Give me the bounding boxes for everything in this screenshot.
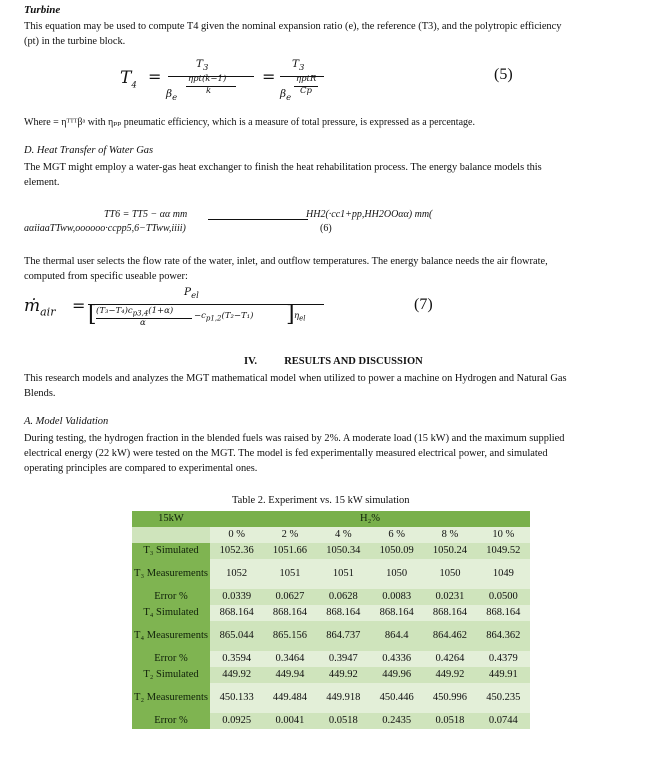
eq5-den2-exp: ηptR: [296, 74, 317, 84]
validation-heading: A. Model Validation: [24, 416, 109, 427]
table-cell: 0.4264: [423, 651, 476, 667]
flow-para-line2: computed from specific useable power:: [24, 271, 188, 282]
table-row-label: T₃ Simulated: [132, 543, 210, 559]
table-cell: 1050.34: [317, 543, 370, 559]
table-cell: 1050.24: [423, 543, 476, 559]
eq7-den-inner: $(T_3-T_4)c_{p3,4}(1+\alpha)$: [96, 306, 174, 318]
table-row: [132, 713, 530, 729]
table-row: [132, 605, 530, 621]
table-cell: 449.96: [370, 667, 423, 683]
eq5-den1-exp-den: k: [206, 86, 212, 96]
turbine-para-line1: This equation may be used to compute T4 given the nominal expansion ratio (e), the reference (T3), and the polytropic efficiency: [24, 21, 562, 32]
eq6-left-2: aαiiaaTTww,oooooo·ccpp5,6−TTww,iiii): [24, 223, 186, 234]
table-cell: 0.0925: [210, 713, 263, 729]
table-cell: 449.918: [317, 683, 370, 713]
table-cell: 1049: [477, 559, 530, 589]
results-heading: [244, 356, 423, 367]
table-caption: Table 2. Experiment vs. 15 kW simulation: [232, 495, 410, 506]
table-cell: 868.164: [370, 605, 423, 621]
table-cell: 0.4336: [370, 651, 423, 667]
table-cell: 865.044: [210, 621, 263, 651]
table-group-header: H₂%: [210, 511, 530, 527]
turbine-para-line2: (pt) in the turbine block.: [24, 36, 126, 47]
table-cell: 0.3464: [263, 651, 316, 667]
table-cell: 1050: [370, 559, 423, 589]
validation-paragraph: [24, 431, 644, 476]
eq5-den1-base: $\beta_e$: [166, 88, 178, 104]
validation-para-line1: During testing, the hydrogen fraction in the blended fuels was raised by 2%. A moderate load (15 kW) and the maximum supplied: [24, 433, 565, 444]
table-cell: 0.0500: [477, 589, 530, 605]
table-cell: 868.164: [263, 605, 316, 621]
equation-5: $T_4$ = $T_3$ ηpt(k−1) k $\beta_e$ = $T_3$ ηptR Cp $\beta_e$: [120, 62, 440, 110]
flow-paragraph: [24, 254, 644, 284]
turbine-heading: Turbine: [24, 4, 61, 16]
table-cell: 0.3594: [210, 651, 263, 667]
table-row-label: T₃ Measurements: [132, 559, 210, 589]
eq5-den1-exp: ηpt(k−1): [188, 74, 227, 84]
results-heading-num: IV.: [244, 356, 257, 367]
table-cell: 0.2435: [370, 713, 423, 729]
heat-heading: D. Heat Transfer of Water Gas: [24, 145, 154, 156]
table-cell: 0.4379: [477, 651, 530, 667]
table-cell: 0.0518: [317, 713, 370, 729]
heat-para-line1: The MGT might employ a water-gas heat exchanger to finish the heat rehabilitation process. The energy balance models this: [24, 162, 542, 173]
table-cell: 0.0627: [263, 589, 316, 605]
eq7-num: $P_{el}$: [184, 286, 199, 302]
table-cell: 0.0041: [263, 713, 316, 729]
table-cell: 450.133: [210, 683, 263, 713]
table-cell: 864.462: [423, 621, 476, 651]
table-cell: 0.0231: [423, 589, 476, 605]
table-column-header: 0 %: [210, 527, 263, 543]
eq7-den-mid: $-c_{p1,2}(T_2-T_1)$: [194, 311, 254, 323]
eq7-den-eta: $\eta_{el}$: [294, 311, 306, 323]
table-row-label: T₂ Simulated: [132, 667, 210, 683]
where-line: Where = ηᵀᵀᵀβᵃ with ηₚₚ pneumatic efficiency, which is a measure of total pressure, is expressed as a percentage.: [24, 117, 475, 128]
table-row: [132, 667, 530, 683]
table-row-label: Error %: [132, 589, 210, 605]
table-cell: 450.446: [370, 683, 423, 713]
table-row-label: Error %: [132, 713, 210, 729]
table-cell: 1050.09: [370, 543, 423, 559]
equation-7: ṁ$_{air}$ = $P_{el}$ [ $(T_3-T_4)c_{p3,4}(1+\alpha)$ α $-c_{p1,2}(T_2-T_1)$ ] $\eta_{el}$: [24, 286, 324, 334]
table-cell: 0.0628: [317, 589, 370, 605]
table-cell: 449.92: [210, 667, 263, 683]
table-cell: 1050: [423, 559, 476, 589]
table-column-header: 8 %: [423, 527, 476, 543]
table-row: [132, 543, 530, 559]
turbine-paragraph: [24, 19, 644, 49]
table-row-label: T₄ Measurements: [132, 621, 210, 651]
table-cell: 0.0744: [477, 713, 530, 729]
eq6-right-1: HH2(·cc1+pp,HH2OOαα) mm(: [306, 209, 433, 220]
heat-paragraph: [24, 160, 644, 190]
table-cell: 868.164: [423, 605, 476, 621]
table-column-row: [132, 527, 530, 543]
table-cell: 449.484: [263, 683, 316, 713]
table-cell: 1052: [210, 559, 263, 589]
eq5-num1: $T_3$: [196, 58, 209, 74]
results-para-line1: This research models and analyzes the MGT mathematical model when utilized to power a machine on Hydrogen and Natural Gas: [24, 373, 567, 384]
eq6-bar: [208, 219, 308, 220]
table-row-label: Error %: [132, 651, 210, 667]
table-cell: 449.91: [477, 667, 530, 683]
results-heading-text: RESULTS AND DISCUSSION: [284, 356, 423, 367]
eq7-lhs: ṁ$_{air}$: [24, 296, 56, 319]
table-cell: 0.0518: [423, 713, 476, 729]
table-column-header: 2 %: [263, 527, 316, 543]
table-column-header: 4 %: [317, 527, 370, 543]
results-table: [132, 511, 530, 729]
results-paragraph: [24, 371, 644, 401]
table-corner: 15kW: [132, 511, 210, 527]
table-cell: 1051: [317, 559, 370, 589]
table-row-label: T₄ Simulated: [132, 605, 210, 621]
table-row: [132, 651, 530, 667]
table-cell: 0.3947: [317, 651, 370, 667]
eq5-den2-base: $\beta_e$: [280, 88, 292, 104]
eq5-num2: $T_3$: [292, 58, 305, 74]
table-cell: 868.164: [477, 605, 530, 621]
eq7-den-alpha: α: [140, 318, 146, 328]
table-row: [132, 621, 530, 651]
table-cell: 450.235: [477, 683, 530, 713]
results-para-line2: Blends.: [24, 388, 56, 399]
table-cell: 865.156: [263, 621, 316, 651]
table-cell: 449.94: [263, 667, 316, 683]
table-cell: 864.4: [370, 621, 423, 651]
table-column-header: 10 %: [477, 527, 530, 543]
validation-para-line2: electrical energy (22 kW) were tested on the MGT. The model is fed experimentally measured electrical power, and simulated: [24, 448, 548, 459]
eq5-den2-exp-den: Cp: [300, 86, 312, 96]
table-cell: 864.362: [477, 621, 530, 651]
table-cell: 449.92: [423, 667, 476, 683]
table-cell: 1049.52: [477, 543, 530, 559]
table-cell: 0.0083: [370, 589, 423, 605]
eq6-number: (6): [320, 223, 332, 234]
flow-para-line1: The thermal user selects the flow rate of the water, inlet, and outflow temperatures. The energy balance needs the air flowrate,: [24, 256, 548, 267]
table-column-header: 6 %: [370, 527, 423, 543]
table-cell: 449.92: [317, 667, 370, 683]
eq6-left-1: TT6 = TT5 − αα mm: [104, 209, 188, 220]
table-cell: 1051.66: [263, 543, 316, 559]
heat-para-line2: element.: [24, 177, 60, 188]
table-cell: 868.164: [210, 605, 263, 621]
table-row: [132, 559, 530, 589]
table-row-label: T₂ Measurements: [132, 683, 210, 713]
table-cell: 0.0339: [210, 589, 263, 605]
eq7-number: (7): [414, 296, 433, 313]
table-row: [132, 589, 530, 605]
table-row: [132, 683, 530, 713]
table-cell: 1052.36: [210, 543, 263, 559]
eq5-number: (5): [494, 66, 513, 83]
validation-para-line3: operating principles are compared to experimental ones.: [24, 463, 258, 474]
table-cell: 1051: [263, 559, 316, 589]
table-column-blank: [132, 527, 210, 543]
eq5-lhs: $T_4$: [120, 68, 137, 91]
table-cell: 864.737: [317, 621, 370, 651]
table-cell: 868.164: [317, 605, 370, 621]
table-header-row: [132, 511, 530, 527]
table-cell: 450.996: [423, 683, 476, 713]
